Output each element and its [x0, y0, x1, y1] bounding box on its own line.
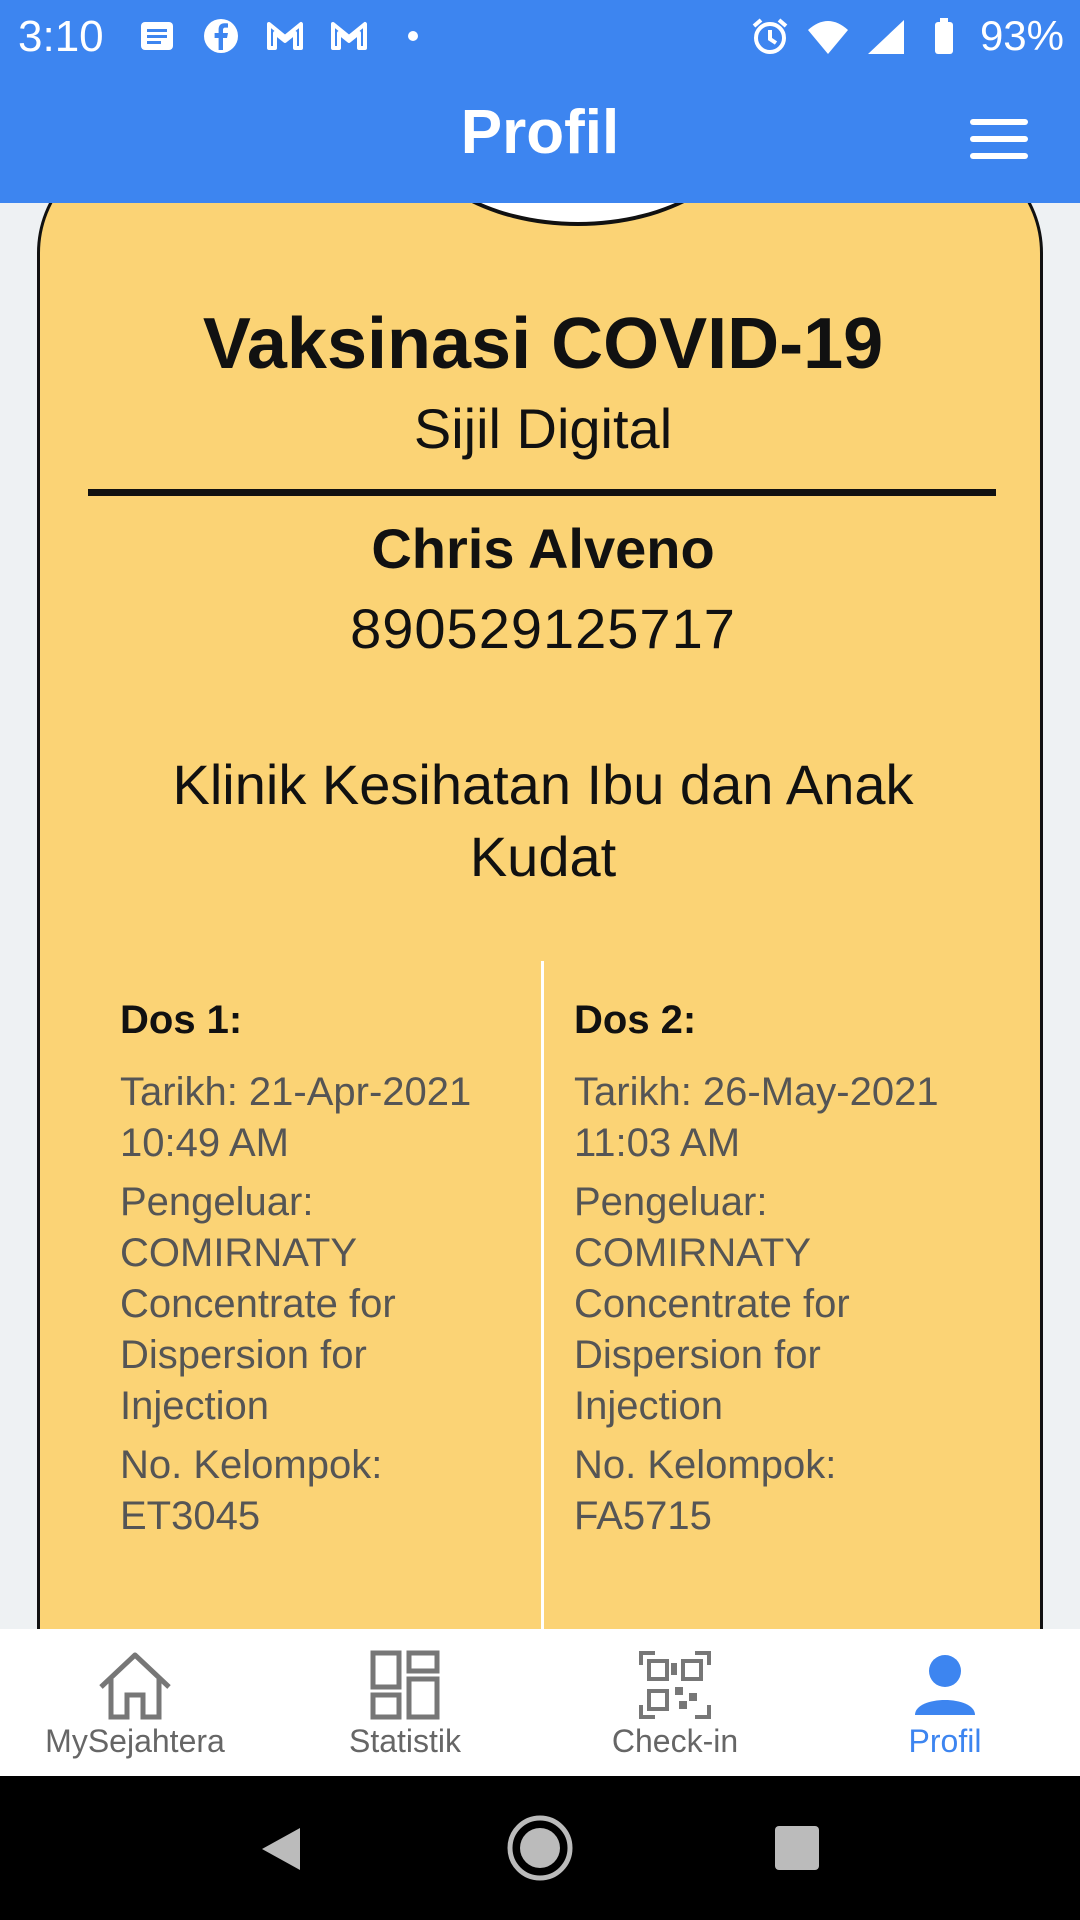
nav-label: Check-in — [611, 1723, 739, 1759]
dot-icon — [391, 14, 435, 58]
manufacturer-line: Concentrate for — [120, 1282, 396, 1326]
manufacturer-line: COMIRNATY — [120, 1231, 358, 1275]
dose-date: Tarikh: 26-May-2021 — [574, 1070, 939, 1114]
divider — [88, 489, 996, 496]
status-bar — [0, 0, 1080, 75]
coat-of-arms-emblem — [408, 203, 748, 226]
holder-name: Chris Alveno — [371, 517, 715, 580]
dose-column-divider — [541, 961, 544, 1629]
signal-icon — [864, 14, 908, 58]
certificate-subtitle: Sijil Digital — [413, 397, 673, 460]
battery-icon — [922, 14, 966, 58]
notification-icons — [135, 14, 435, 58]
bottom-navigation — [0, 1629, 1080, 1776]
manufacturer-line: Dispersion for — [574, 1333, 821, 1377]
vaccination-certificate-card — [37, 203, 1043, 1629]
dose-heading: Dos 2: — [574, 998, 697, 1042]
nav-label: Profil — [908, 1723, 982, 1759]
manufacturer-label: Pengeluar: — [574, 1180, 768, 1224]
nav-item-mysejahtera[interactable] — [0, 1629, 270, 1776]
notes-icon — [135, 14, 179, 58]
batch-number: ET3045 — [120, 1494, 261, 1538]
system-navigation-bar — [0, 1776, 1080, 1920]
back-icon[interactable] — [256, 1824, 306, 1874]
batch-number: FA5715 — [574, 1494, 712, 1538]
status-time: 3:10 — [18, 12, 104, 61]
scroll-content[interactable] — [0, 203, 1080, 1629]
holder-id-number: 890529125717 — [350, 597, 736, 660]
clinic-name: Klinik Kesihatan Ibu dan Anak Kudat — [172, 753, 914, 888]
app-bar — [0, 75, 1080, 203]
manufacturer-line: Dispersion for — [120, 1333, 367, 1377]
nav-item-check-in[interactable] — [540, 1629, 810, 1776]
facebook-icon — [199, 14, 243, 58]
nav-label: Statistik — [348, 1723, 462, 1759]
gmail-icon — [263, 14, 307, 58]
manufacturer-line: COMIRNATY — [574, 1231, 812, 1275]
recent-apps-icon[interactable] — [775, 1826, 819, 1870]
batch-label: No. Kelompok: — [574, 1443, 837, 1487]
nav-item-profil[interactable] — [810, 1629, 1080, 1776]
menu-icon[interactable] — [970, 119, 1028, 163]
dose-2-details — [574, 998, 974, 1542]
gmail-icon — [327, 14, 371, 58]
nav-item-statistik[interactable] — [270, 1629, 540, 1776]
dose-time: 10:49 AM — [120, 1121, 290, 1165]
wifi-icon — [806, 14, 850, 58]
system-icons — [748, 12, 1064, 60]
dose-time: 11:03 AM — [574, 1121, 741, 1165]
manufacturer-line: Concentrate for — [574, 1282, 850, 1326]
person-icon — [905, 1649, 985, 1721]
qr-code-icon — [635, 1649, 715, 1721]
manufacturer-label: Pengeluar: — [120, 1180, 314, 1224]
home-button-icon[interactable] — [506, 1814, 574, 1882]
manufacturer-line: Injection — [120, 1384, 269, 1428]
dose-date: Tarikh: 21-Apr-2021 — [120, 1070, 472, 1114]
page-title: Profil — [460, 98, 620, 167]
dose-heading: Dos 1: — [120, 998, 243, 1042]
nav-label: MySejahtera — [45, 1723, 225, 1759]
certificate-title: Vaksinasi COVID-19 — [202, 304, 884, 384]
battery-percent: 93% — [979, 12, 1064, 59]
alarm-icon — [748, 14, 792, 58]
grid-icon — [365, 1649, 445, 1721]
manufacturer-line: Injection — [574, 1384, 723, 1428]
dose-1-details — [120, 998, 520, 1542]
batch-label: No. Kelompok: — [120, 1443, 383, 1487]
home-icon — [95, 1649, 175, 1721]
